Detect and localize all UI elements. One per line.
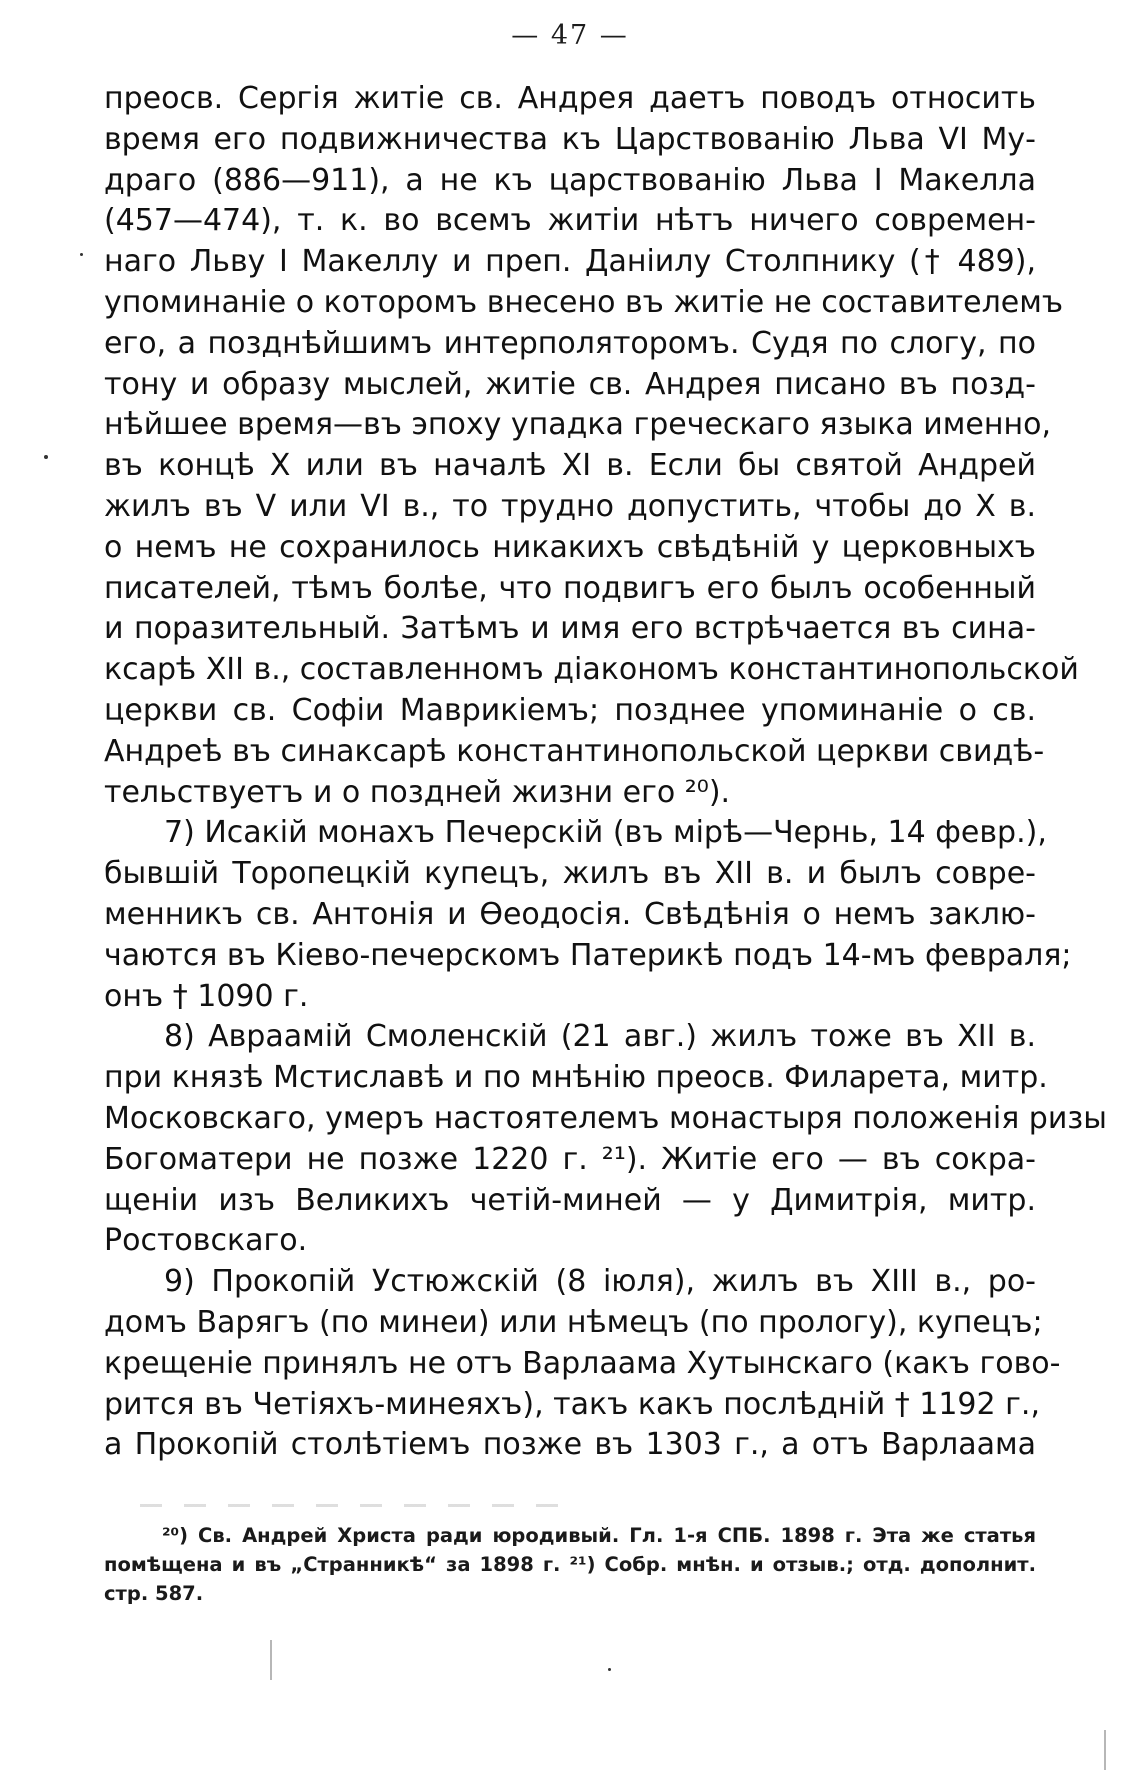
text-line: и поразительный. Затѣмъ и имя его встрѣчается въ сина- <box>104 611 1036 647</box>
text-line: крещеніе принялъ не отъ Варлаама Хутынскаго (какъ гово- <box>104 1345 1061 1381</box>
text-line: жилъ въ V или VI в., то трудно допустить, чтобы до X в. <box>104 488 1036 524</box>
text-line: а Прокопій столѣтіемъ позже въ 1303 г., а отъ Варлаама <box>104 1427 1036 1463</box>
text-line: церкви св. Софіи Маврикіемъ; позднее упоминаніе о св. <box>104 692 1036 728</box>
text-line: рится въ Четіяхъ-минеяхъ), такъ какъ послѣдній † 1192 г., <box>104 1386 1040 1422</box>
text-line: онъ † 1090 г. <box>104 978 309 1014</box>
text-line: тону и образу мыслей, житіе св. Андрея писано въ позд- <box>104 366 1036 402</box>
main-text-body <box>104 79 1107 1466</box>
text-line: Ростовскаго. <box>104 1223 308 1259</box>
paragraph-7-start: 7) Исакій монахъ Печерскій (въ мірѣ—Чернь, 14 февр.), <box>164 815 1047 851</box>
text-line: о немъ не сохранилось никакихъ свѣдѣній у церковныхъ <box>104 529 1036 565</box>
text-line: домъ Варягъ (по минеи) или нѣмецъ (по прологу), купецъ; <box>104 1304 1043 1340</box>
text-line: въ концѣ X или въ началѣ XI в. Если бы святой Андрей <box>104 448 1036 484</box>
text-line: менникъ св. Антонія и Ѳеодосія. Свѣдѣнія о немъ заклю- <box>104 896 1036 932</box>
text-line: Андреѣ въ синаксарѣ константинопольской церкви свидѣ- <box>104 733 1045 769</box>
text-line: Московскаго, умеръ настоятелемъ монастыря положенія ризы <box>104 1100 1107 1136</box>
margin-speck <box>80 253 83 256</box>
text-line: ксарѣ XII в., составленномъ діакономъ константинопольской <box>104 652 1079 688</box>
margin-speck <box>44 455 48 459</box>
text-line: Богоматери не позже 1220 г. ²¹). Житіе его — въ сокра- <box>104 1141 1036 1177</box>
page-scan-mark <box>270 1640 272 1680</box>
footnote-line: ²⁰) Св. Андрей Христа ради юродивый. Гл. 1-я СПБ. 1898 г. Эта же статья <box>162 1524 1036 1547</box>
faint-bleed-through <box>140 1504 560 1507</box>
page-speck <box>608 1668 611 1671</box>
text-line: преосв. Сергія житіе св. Андрея даетъ поводъ относить <box>104 81 1036 116</box>
paragraph-9-start: 9) Прокопій Устюжскій (8 іюля), жилъ въ XIII в., ро- <box>164 1264 1036 1300</box>
text-line: писателей, тѣмъ болѣе, что подвигъ его былъ особенный <box>104 570 1036 606</box>
text-line: чаются въ Кіево-печерскомъ Патерикѣ подъ 14-мъ февраля; <box>104 937 1072 973</box>
text-line: драго (886—911), а не къ царствованію Льва I Макелла <box>104 162 1036 198</box>
text-line: щеніи изъ Великихъ четій-миней — у Димитрія, митр. <box>104 1182 1036 1218</box>
page-number: — 47 — <box>511 20 629 51</box>
text-line: бывшій Торопецкій купецъ, жилъ въ XII в. и былъ совре- <box>104 856 1036 892</box>
footnote-line: стр. 587. <box>104 1582 204 1605</box>
paragraph-8-start: 8) Авраамій Смоленскій (21 авг.) жилъ тоже въ XII в. <box>164 1019 1036 1055</box>
text-line: при князѣ Мстиславѣ и по мнѣнію преосв. Филарета, митр. <box>104 1060 1048 1096</box>
footnote-line: помѣщена и въ „Странникѣ“ за 1898 г. ²¹) Собр. мнѣн. и отзыв.; отд. дополнит. <box>104 1553 1036 1576</box>
text-line: нѣйшее время—въ эпоху упадка греческаго языка именно, <box>104 407 1051 443</box>
text-line: упоминаніе о которомъ внесено въ житіе не составителемъ <box>104 284 1064 320</box>
footnotes <box>104 1521 1036 1608</box>
text-line: его, а позднѣйшимъ интерполяторомъ. Судя по слогу, по <box>104 325 1036 361</box>
text-line: (457—474), т. к. во всемъ житіи нѣтъ ничего современ- <box>104 203 1036 239</box>
page-scan-mark <box>1104 1730 1106 1770</box>
text-line: наго Льву I Макеллу и преп. Даніилу Столпнику († 489), <box>104 244 1036 280</box>
text-line: тельствуетъ и о поздней жизни его ²⁰). <box>104 774 731 810</box>
text-line: время его подвижничества къ Царствованію Льва VI Му- <box>104 121 1036 157</box>
